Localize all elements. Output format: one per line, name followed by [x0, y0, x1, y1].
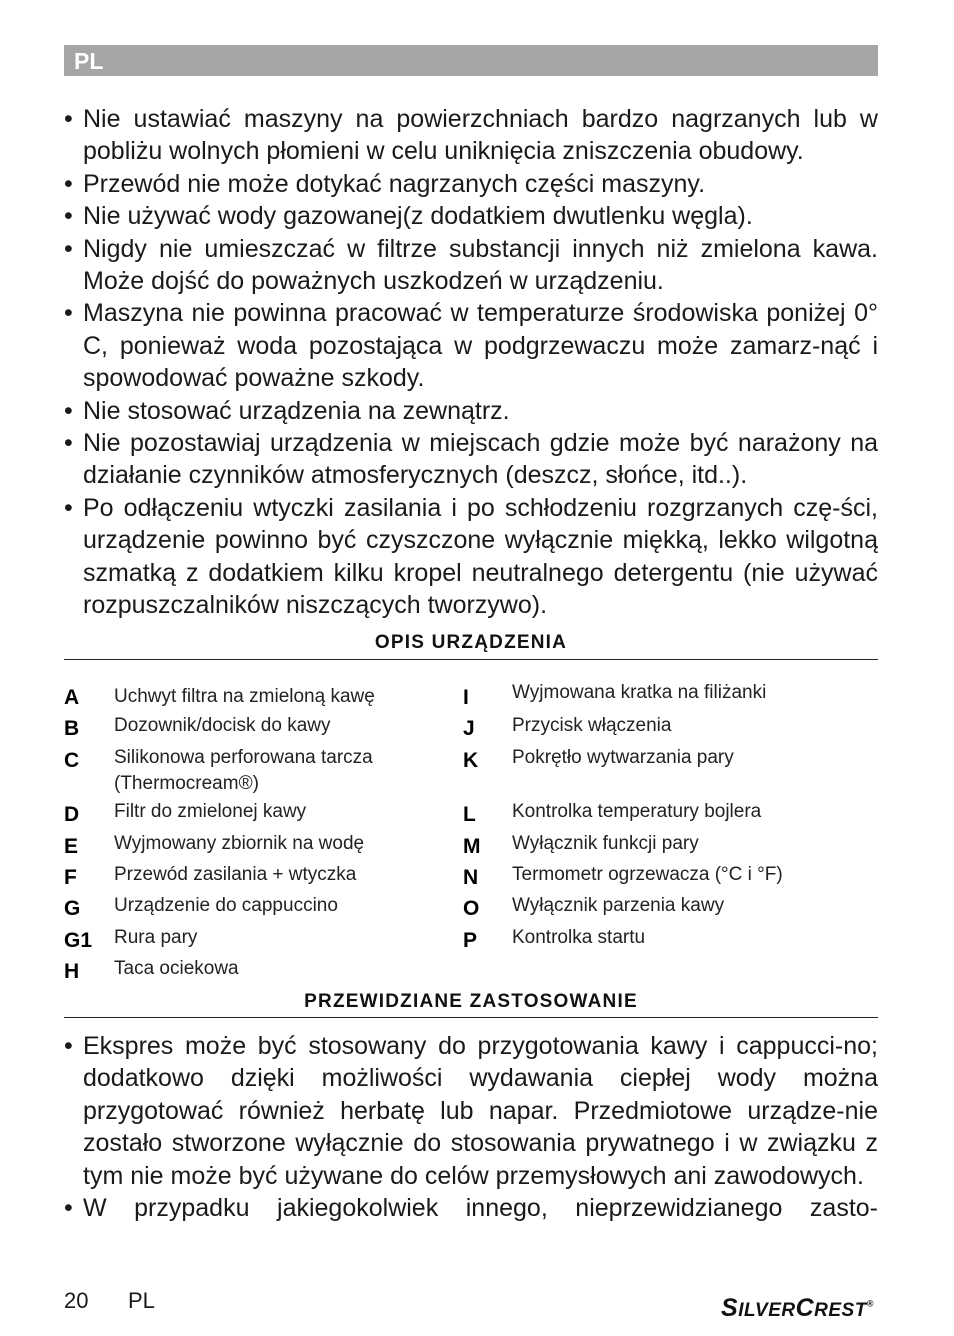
- part-letter: B: [64, 717, 80, 740]
- parts-section-title: OPIS URZĄDZENIA: [374, 632, 568, 653]
- list-item: • Nie ustawiać maszyny na powierzchniach bardzo nagrzanych lub w pobliżu wolnych płomieni w celu uniknięcia zniszczenia obudowy.: [64, 105, 878, 166]
- part-letter: E: [64, 835, 79, 858]
- part-letter: N: [463, 866, 479, 889]
- part-description: Przycisk włączenia: [512, 715, 672, 736]
- divider: [64, 1017, 878, 1018]
- page-number: 20: [64, 1288, 89, 1313]
- part-letter: L: [463, 803, 476, 826]
- part-description: Wyłącznik parzenia kawy: [512, 895, 725, 916]
- part-description: Silikonowa perforowana tarcza: [114, 747, 373, 768]
- safety-bullet-list: [64, 103, 878, 622]
- part-letter: P: [463, 929, 478, 952]
- list-item: • Nie używać wody gazowanej(z dodatkiem dwutlenku węgla).: [64, 202, 753, 231]
- part-letter: A: [64, 686, 80, 709]
- part-letter: G: [64, 897, 81, 920]
- part-description: Przewód zasilania + wtyczka: [114, 864, 357, 885]
- part-letter: D: [64, 803, 80, 826]
- part-description: Kontrolka startu: [512, 927, 646, 948]
- list-item: • Ekspres może być stosowany do przygotowania kawy i cappucci-no; dodatkowo dzięki możliwości wydawania ciepłej wody można przygotować również herbatę lub napar. Przedmiotowe urządze-nie zostało stworzone wyłącznie do stosowania prywatnego i w związku z tym nie może być używane do celów przemysłowych ani zawodowych.: [64, 1032, 878, 1190]
- list-item: • Przewód nie może dotykać nagrzanych części maszyny.: [64, 169, 706, 198]
- part-description: Termometr ogrzewacza (°C i °F): [512, 864, 783, 885]
- use-section-title: PRZEWIDZIANE ZASTOSOWANIE: [304, 991, 638, 1012]
- part-letter: I: [463, 686, 469, 709]
- part-description: (Thermocream®): [114, 773, 259, 794]
- divider: [64, 659, 878, 660]
- parts-list: [64, 680, 878, 990]
- list-item: • Nie stosować urządzenia na zewnątrz.: [64, 396, 510, 425]
- part-letter: J: [463, 717, 475, 740]
- part-description: Wyłącznik funkcji pary: [512, 833, 699, 854]
- part-description: Wyjmowany zbiornik na wodę: [114, 833, 365, 854]
- brand-logo: SILVERCREST®: [721, 1294, 874, 1322]
- part-letter: F: [64, 866, 77, 889]
- part-letter: K: [463, 749, 479, 772]
- part-description: Pokrętło wytwarzania pary: [512, 747, 734, 768]
- part-letter: M: [463, 835, 481, 858]
- part-description: Taca ociekowa: [114, 958, 239, 979]
- part-letter: H: [64, 960, 80, 983]
- part-description: Uchwyt filtra na zmieloną kawę: [114, 686, 375, 707]
- use-bullet-list: [64, 1030, 878, 1224]
- part-description: Wyjmowana kratka na filiżanki: [512, 682, 767, 703]
- language-bar: [64, 45, 878, 76]
- footer-language: PL: [128, 1288, 155, 1313]
- part-letter: G1: [64, 929, 93, 952]
- part-description: Rura pary: [114, 927, 198, 948]
- list-item: • Nigdy nie umieszczać w filtrze substancji innych niż zmielona kawa. Może dojść do poważnych uszkodzeń w urządzeniu.: [64, 234, 878, 296]
- part-description: Filtr do zmielonej kawy: [114, 801, 307, 822]
- part-letter: C: [64, 749, 80, 772]
- list-item: • Po odłączeniu wtyczki zasilania i po schłodzeniu rozgrzanych czę-ści, urządzenie powinno być czyszczone wyłącznie miękką, lekko wilgotną szmatką z dodatkiem kilku kropel neutralnego detergentu (nie używać rozpuszczalników niszczących tworzywo).: [64, 493, 878, 620]
- part-description: Kontrolka temperatury bojlera: [512, 801, 762, 822]
- list-item: • W przypadku jakiegokolwiek innego, nieprzewidzianego zasto-: [64, 1194, 878, 1223]
- part-letter: O: [463, 897, 480, 920]
- part-description: Urządzenie do cappuccino: [114, 895, 338, 916]
- list-item: • Maszyna nie powinna pracować w temperaturze środowiska poniżej 0° C, ponieważ woda pozostająca w podgrzewaczu może zamarz-nąć i spowodować poważne szkody.: [64, 299, 878, 393]
- part-description: Dozownik/docisk do kawy: [114, 715, 331, 736]
- list-item: • Nie pozostawiaj urządzenia w miejscach gdzie może być narażony na działanie czynników atmosferycznych (deszcz, słońce, itd..).: [64, 429, 878, 490]
- language-label: PL: [74, 48, 104, 74]
